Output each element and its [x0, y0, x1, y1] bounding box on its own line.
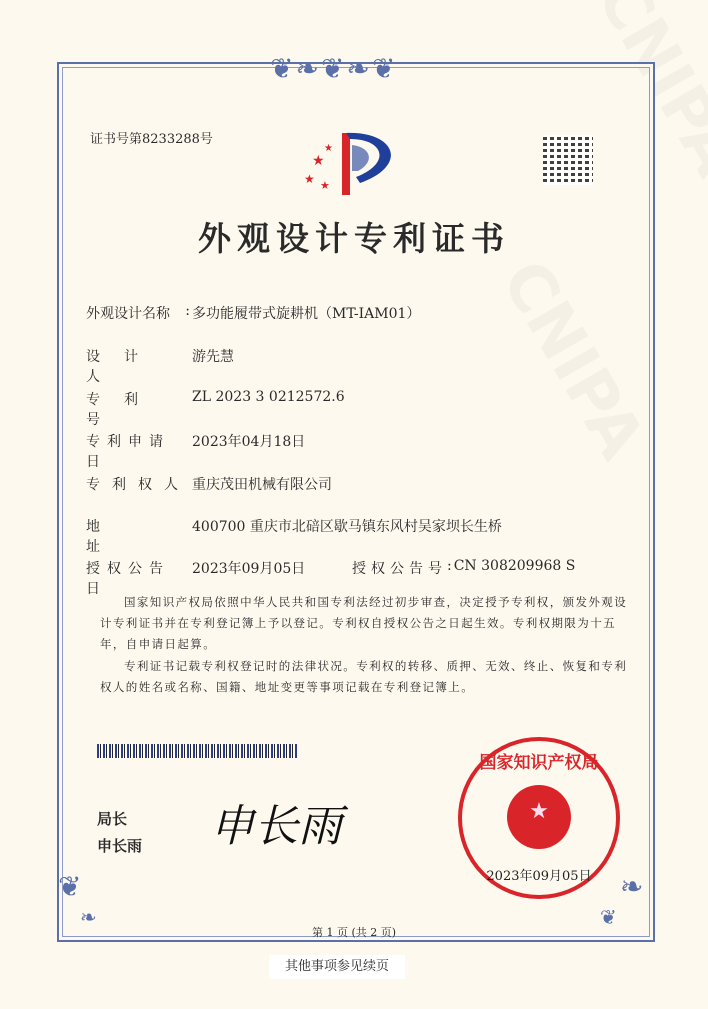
- field-publication-number: [352, 558, 575, 578]
- field-label: 外观设计名称 :: [86, 303, 190, 322]
- label-text: 外观设计名称: [86, 306, 170, 322]
- field-application-date: [86, 431, 305, 471]
- field-value: CN 308209968 S: [453, 558, 576, 574]
- field-value: 重庆茂田机械有限公司: [192, 477, 332, 493]
- field-label: 专利申请日: [86, 434, 170, 470]
- official-seal: [458, 737, 620, 899]
- field-value: 2023年04月18日: [192, 434, 306, 450]
- svg-text:★: ★: [304, 172, 315, 186]
- field-label: 设计人: [86, 349, 162, 385]
- field-value: 多功能履带式旋耕机（MT-IAM01）: [192, 306, 421, 322]
- statement-paragraph: 专利证书记载专利权登记时的法律状况。专利权的转移、质押、无效、终止、恢复和专利权人的姓名或名称、国籍、地址变更等事项记载在专利登记簿上。: [100, 659, 628, 694]
- field-designer: [86, 346, 234, 386]
- seal-text: 国家知识产权局: [479, 753, 599, 773]
- colon: :: [447, 558, 452, 574]
- document-title: 外观设计专利证书: [198, 219, 510, 258]
- ornament-bottom-icon: ❦: [600, 905, 617, 929]
- svg-text:★: ★: [320, 179, 330, 192]
- field-value: 2023年09月05日: [192, 561, 306, 577]
- field-address: [86, 516, 502, 556]
- field-value: 400700 重庆市北碚区歇马镇东风村吴家坝长生桥: [192, 519, 502, 535]
- field-patent-number: [86, 389, 345, 429]
- ornament-bottom-icon: ❧: [80, 905, 97, 929]
- certificate-number: 证书号第8233288号: [90, 132, 213, 147]
- field-label: 授权公告号: [352, 561, 447, 577]
- field-design-name: [86, 303, 420, 323]
- national-emblem-icon: ★: [507, 785, 571, 849]
- ornament-top-icon: ❦❧❦❧❦: [270, 52, 398, 85]
- director-name: 申长雨: [97, 837, 143, 855]
- field-label: 地址: [86, 519, 160, 555]
- cnipa-logo-icon: [300, 125, 410, 200]
- statement-paragraph: 国家知识产权局依照中华人民共和国专利法经过初步审查，决定授予专利权，颁发外观设计专利证书并在专利登记簿上予以登记。专利权自授权公告之日起生效。专利权期限为十五年，自申请日起算。: [100, 595, 628, 651]
- field-label: 专利号: [86, 392, 162, 428]
- field-label: 授权公告日: [86, 561, 170, 597]
- field-value: 游先慧: [192, 349, 234, 365]
- continuation-note: 其他事项参见续页: [269, 955, 405, 979]
- seal-date: 2023年09月05日: [486, 869, 592, 884]
- signature: 申长雨: [210, 801, 342, 852]
- field-label: 专利权人: [86, 477, 190, 493]
- svg-text:★: ★: [312, 153, 325, 169]
- field-value: ZL 2023 3 0212572.6: [192, 389, 345, 405]
- ornament-corner-icon: ❦: [58, 870, 82, 903]
- qr-code: [543, 135, 593, 185]
- page-indicator: 第 1 页 (共 2 页): [311, 926, 397, 939]
- svg-text:★: ★: [324, 143, 333, 154]
- barcode: [97, 744, 297, 758]
- director-title: 局长: [97, 810, 128, 828]
- ornament-corner-icon: ❧: [620, 870, 644, 903]
- field-patentee: [86, 474, 332, 494]
